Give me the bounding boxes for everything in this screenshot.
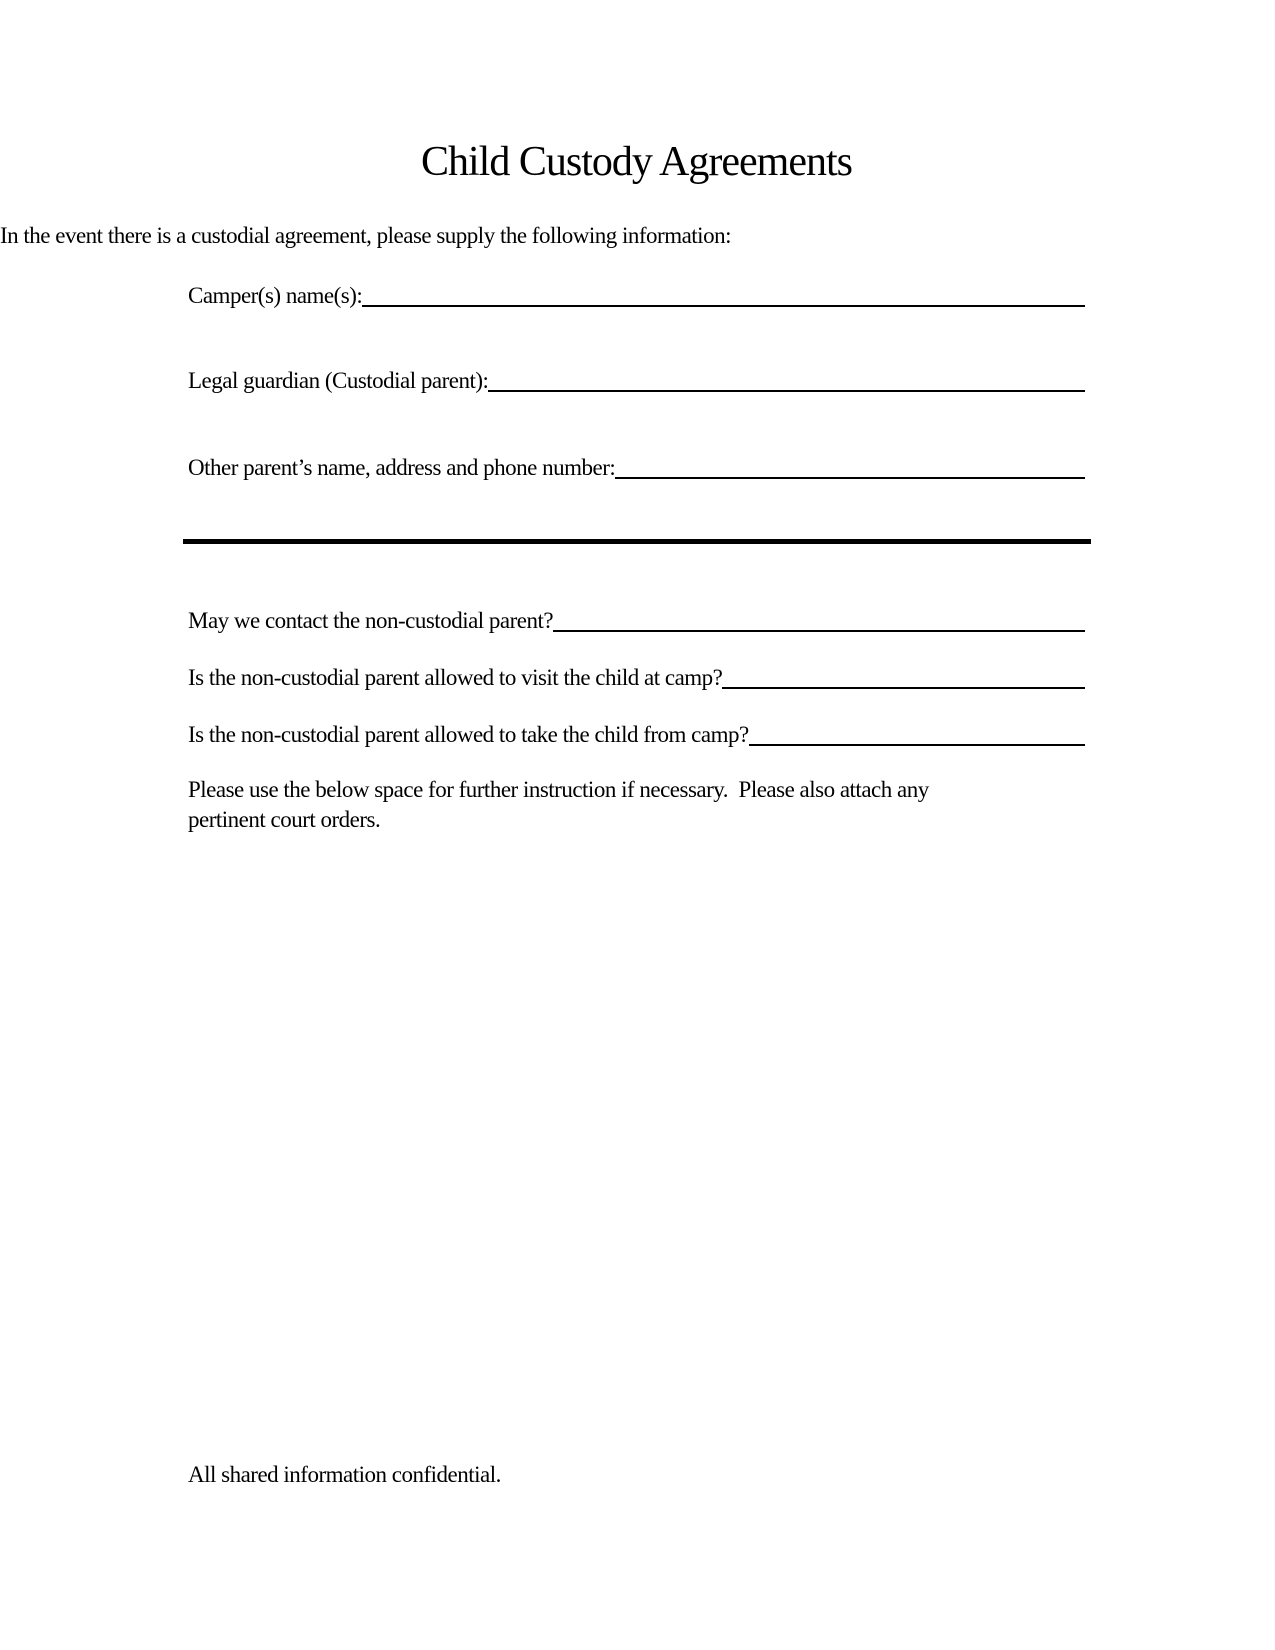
confidentiality-note: All shared information confidential.	[188, 1462, 501, 1487]
other-parent-input-line[interactable]	[615, 454, 1085, 479]
campers-names-label: Camper(s) name(s):	[188, 283, 363, 308]
question-row-visit-at-camp	[188, 664, 1085, 692]
contact-noncustodial-question: May we contact the non-custodial parent?	[188, 608, 554, 633]
further-instruction-writing-space[interactable]	[188, 845, 1085, 1435]
field-row-other-parent	[188, 454, 1085, 482]
field-row-legal-guardian	[188, 367, 1085, 395]
visit-at-camp-question: Is the non-custodial parent allowed to visit the child at camp?	[188, 665, 723, 690]
intro-text: In the event there is a custodial agreement, please supply the following information:	[0, 223, 731, 248]
instructions-line-1: Please use the below space for further instruction if necessary. Please also attach any	[188, 777, 929, 802]
take-from-camp-question: Is the non-custodial parent allowed to take the child from camp?	[188, 722, 749, 747]
visit-at-camp-answer-line[interactable]	[722, 664, 1085, 689]
legal-guardian-input-line[interactable]	[488, 367, 1085, 392]
legal-guardian-label: Legal guardian (Custodial parent):	[188, 368, 489, 393]
campers-names-input-line[interactable]	[362, 282, 1085, 307]
take-from-camp-answer-line[interactable]	[749, 721, 1085, 746]
question-row-contact-noncustodial	[188, 607, 1085, 635]
field-row-campers-names	[188, 282, 1085, 310]
instructions-paragraph	[188, 775, 1098, 835]
section-divider	[183, 539, 1091, 544]
other-parent-label: Other parent’s name, address and phone number:	[188, 455, 616, 480]
question-row-take-from-camp	[188, 721, 1085, 749]
page-title: Child Custody Agreements	[421, 139, 852, 185]
instructions-line-2: pertinent court orders.	[188, 807, 381, 832]
contact-noncustodial-answer-line[interactable]	[553, 607, 1085, 632]
